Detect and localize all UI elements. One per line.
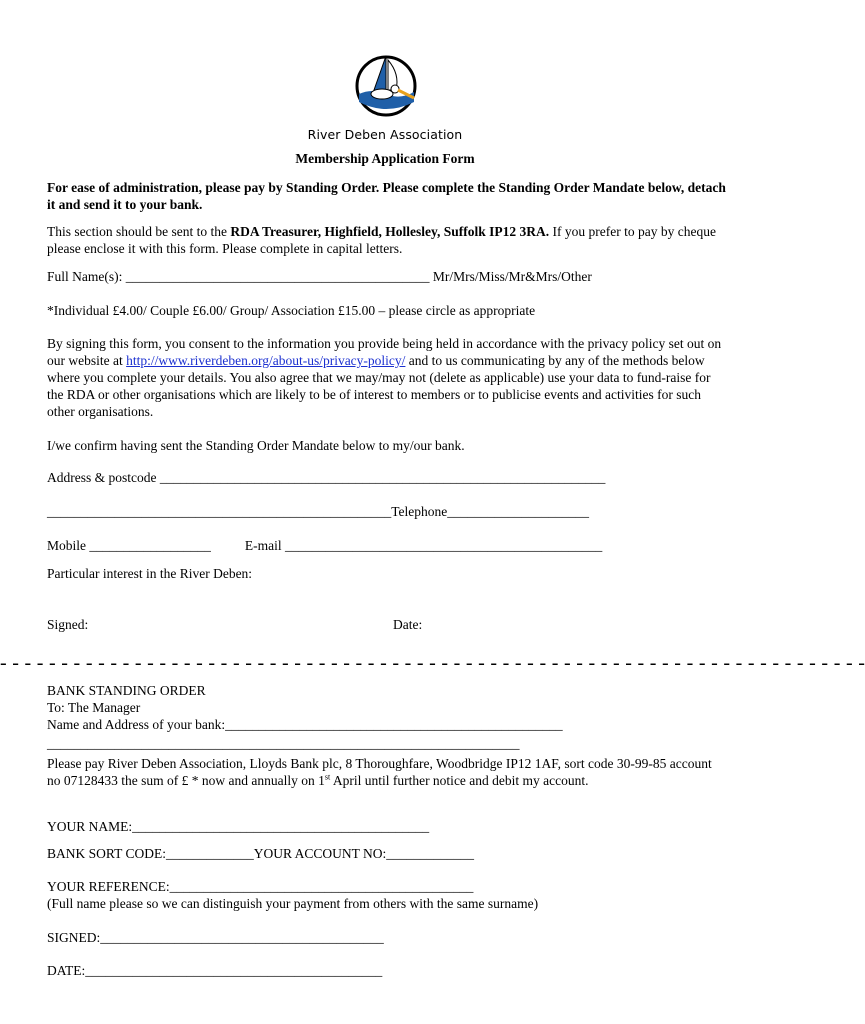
privacy-policy-link[interactable]: http://www.riverdeben.org/about-us/privacy-policy/: [126, 353, 406, 368]
reference-note: (Full name please so we can distinguish your payment from others with the same surname): [47, 896, 539, 911]
detach-line: - - - - - - - - - - - - - - - - - - - - - - - - - - - - - - - - - - - - - - - - - - - - - - - - - - - - - - - - - - - - - - - - - - - - - - -: [0, 652, 865, 674]
signed-field[interactable]: Signed:: [47, 617, 89, 632]
bank-date-field[interactable]: DATE:____________________________________________: [47, 963, 383, 978]
cheque-text: If you prefer to pay by cheque please enclose it with this form. Please complete in capital letters.: [47, 224, 716, 256]
confirm-mandate-text: I/we confirm having sent the Standing Order Mandate below to my/our bank.: [47, 438, 465, 453]
bank-address-blank-line[interactable]: ______________________________________________________________________: [47, 736, 520, 751]
your-name-field[interactable]: YOUR NAME:____________________________________________: [47, 819, 430, 834]
sort-code-account-field[interactable]: BANK SORT CODE:_____________YOUR ACCOUNT NO:_____________: [47, 846, 474, 861]
address-field[interactable]: Address & postcode __________________________________________________________________: [47, 470, 606, 485]
payment-text: Please pay River Deben Association, Lloyds Bank plc, 8 Thoroughfare, Woodbridge IP12 1AF, sort code 30-99-85 account no 07128433 the sum of £ * now and annually on 1: [47, 756, 712, 788]
form-title: Membership Application Form: [295, 151, 475, 166]
organisation-name: River Deben Association: [307, 127, 463, 142]
telephone-field[interactable]: ___________________________________________________Telephone_____________________: [47, 504, 590, 519]
interest-field[interactable]: Particular interest in the River Deben:: [47, 566, 253, 581]
privacy-text: By signing this form, you consent to the information you provide being held in accordance with the privacy policy set out on our website at: [47, 336, 722, 368]
payment-instruction: [47, 755, 727, 789]
bank-signed-field[interactable]: SIGNED:__________________________________________: [47, 930, 384, 945]
standing-order-instruction: For ease of administration, please pay by Standing Order. Please complete the Standing Order Mandate below, detach it and send it to your bank.: [47, 180, 726, 212]
bank-manager-line: To: The Manager: [47, 700, 141, 715]
mobile-field[interactable]: Mobile __________________: [47, 538, 211, 553]
email-field[interactable]: E-mail _______________________________________________: [244, 538, 603, 553]
payment-text-cont: April until further notice and debit my account.: [330, 773, 589, 788]
your-reference-field[interactable]: YOUR REFERENCE:_____________________________________________: [47, 879, 474, 894]
river-deben-logo-icon: [352, 50, 420, 118]
membership-fees-line: *Individual £4.00/ Couple £6.00/ Group/ Association £15.00 – please circle as appropriate: [47, 303, 536, 318]
privacy-paragraph: [47, 335, 727, 420]
bank-order-heading: BANK STANDING ORDER: [47, 683, 206, 698]
mobile-email-row: [47, 537, 727, 554]
ordinal-suffix: st: [324, 772, 331, 782]
full-name-field[interactable]: Full Name(s): _____________________________________________ Mr/Mrs/Miss/Mr&Mrs/Other: [47, 269, 592, 284]
send-to-text: This section should be sent to the: [47, 224, 231, 239]
privacy-text-cont: and to us communicating by any of the methods below where you complete your details. You also agree that we may/may not (delete as applicable) use your data to fund-raise for the RDA or other organisations which are likely to be of interest to members or to publicise events and activities for such other organisations.: [47, 353, 711, 419]
date-field[interactable]: Date:: [393, 617, 423, 632]
treasurer-address: RDA Treasurer, Highfield, Hollesley, Suffolk IP12 3RA.: [230, 224, 550, 239]
bank-name-address-field[interactable]: Name and Address of your bank:__________________________________________________: [47, 717, 563, 732]
send-to-paragraph: [47, 223, 727, 257]
